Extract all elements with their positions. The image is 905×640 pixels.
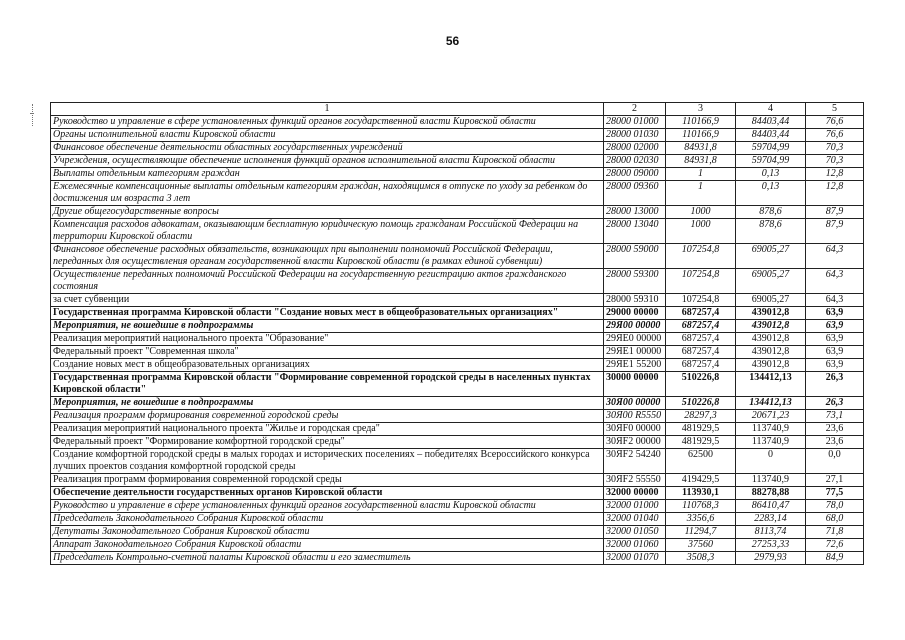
row-value-col3-cell: 62500 — [666, 449, 736, 474]
row-code-cell: 28000 13040 — [604, 219, 666, 244]
table-row — [51, 410, 864, 423]
row-value-col3-cell: 1000 — [666, 206, 736, 219]
row-name-cell: Государственная программа Кировской области "Формирование современной городской среды в населенных пунктах Кировской области" — [51, 372, 604, 397]
column-header-5: 5 — [806, 103, 864, 116]
row-value-col4-cell: 439012,8 — [736, 307, 806, 320]
row-name-cell: Учреждения, осуществляющие обеспечение исполнения функций органов исполнительной власти Кировской области — [51, 155, 604, 168]
row-name-cell: за счет субвенции — [51, 294, 604, 307]
row-value-col5-cell: 76,6 — [806, 129, 864, 142]
row-code-cell: 30Я00 R5550 — [604, 410, 666, 423]
row-value-col5-cell: 72,6 — [806, 539, 864, 552]
row-value-col4-cell: 88278,88 — [736, 487, 806, 500]
row-value-col5-cell: 77,5 — [806, 487, 864, 500]
row-name-cell: Создание новых мест в общеобразовательных организациях — [51, 359, 604, 372]
row-value-col5-cell: 64,3 — [806, 244, 864, 269]
row-value-col4-cell: 878,6 — [736, 219, 806, 244]
row-name-cell: Председатель Контрольно-счетной палаты Кировской области и его заместитель — [51, 552, 604, 565]
row-value-col4-cell: 134412,13 — [736, 372, 806, 397]
row-value-col4-cell: 0 — [736, 449, 806, 474]
table-row — [51, 474, 864, 487]
row-name-cell: Обеспечение деятельности государственных органов Кировской области — [51, 487, 604, 500]
row-code-cell: 30ЯF2 54240 — [604, 449, 666, 474]
row-value-col5-cell: 84,9 — [806, 552, 864, 565]
row-value-col5-cell: 87,9 — [806, 206, 864, 219]
row-value-col4-cell: 878,6 — [736, 206, 806, 219]
row-value-col3-cell: 1000 — [666, 219, 736, 244]
row-name-cell: Ежемесячные компенсационные выплаты отдельным категориям граждан, находящимся в отпуске по уходу за ребенком до достижения им возраста 3 лет — [51, 181, 604, 206]
row-value-col3-cell: 1 — [666, 181, 736, 206]
row-code-cell: 29ЯЕ1 55200 — [604, 359, 666, 372]
row-name-cell: Федеральный проект "Современная школа" — [51, 346, 604, 359]
row-name-cell: Руководство и управление в сфере установленных функций органов государственной власти Кировской области — [51, 116, 604, 129]
row-value-col4-cell: 69005,27 — [736, 244, 806, 269]
row-value-col5-cell: 73,1 — [806, 410, 864, 423]
table-row — [51, 513, 864, 526]
table-row — [51, 346, 864, 359]
row-value-col5-cell: 71,8 — [806, 526, 864, 539]
row-code-cell: 30ЯF0 00000 — [604, 423, 666, 436]
row-value-col3-cell: 419429,5 — [666, 474, 736, 487]
row-value-col4-cell: 439012,8 — [736, 346, 806, 359]
row-value-col4-cell: 84403,44 — [736, 116, 806, 129]
row-value-col5-cell: 87,9 — [806, 219, 864, 244]
row-name-cell: Реализация мероприятий национального проекта "Жилье и городская среда" — [51, 423, 604, 436]
column-header-1: 1 — [51, 103, 604, 116]
row-name-cell: Федеральный проект "Формирование комфортной городской среды" — [51, 436, 604, 449]
row-name-cell: Финансовое обеспечение деятельности областных государственных учреждений — [51, 142, 604, 155]
row-value-col3-cell: 1 — [666, 168, 736, 181]
table-row — [51, 129, 864, 142]
row-name-cell: Создание комфортной городской среды в малых городах и исторических поселениях – победителях Всероссийского конкурса лучших проектов создания комфортной городской среды — [51, 449, 604, 474]
row-code-cell: 32000 01060 — [604, 539, 666, 552]
row-value-col5-cell: 68,0 — [806, 513, 864, 526]
row-value-col5-cell: 26,3 — [806, 397, 864, 410]
row-value-col4-cell: 113740,9 — [736, 423, 806, 436]
row-value-col4-cell: 69005,27 — [736, 269, 806, 294]
table-row — [51, 307, 864, 320]
table-row — [51, 181, 864, 206]
row-value-col5-cell: 70,3 — [806, 142, 864, 155]
table-row — [51, 359, 864, 372]
row-name-cell: Аппарат Законодательного Собрания Кировской области — [51, 539, 604, 552]
row-name-cell: Реализация мероприятий национального проекта "Образование" — [51, 333, 604, 346]
row-value-col5-cell: 26,3 — [806, 372, 864, 397]
row-value-col4-cell: 59704,99 — [736, 142, 806, 155]
row-value-col3-cell: 28297,3 — [666, 410, 736, 423]
row-value-col3-cell: 110768,3 — [666, 500, 736, 513]
row-code-cell: 29ЯЕ0 00000 — [604, 333, 666, 346]
row-code-cell: 30ЯF2 00000 — [604, 436, 666, 449]
row-value-col4-cell: 2283,14 — [736, 513, 806, 526]
row-name-cell: Руководство и управление в сфере установленных функций органов государственной власти Кировской области — [51, 500, 604, 513]
row-value-col4-cell: 0,13 — [736, 168, 806, 181]
row-value-col4-cell: 84403,44 — [736, 129, 806, 142]
row-value-col3-cell: 107254,8 — [666, 269, 736, 294]
row-code-cell: 28000 01000 — [604, 116, 666, 129]
row-value-col5-cell: 64,3 — [806, 269, 864, 294]
row-name-cell: Мероприятия, не вошедшие в подпрограммы — [51, 397, 604, 410]
row-value-col5-cell: 23,6 — [806, 423, 864, 436]
row-value-col3-cell: 687257,4 — [666, 320, 736, 333]
row-value-col4-cell: 439012,8 — [736, 333, 806, 346]
table-row — [51, 539, 864, 552]
margin-mark — [32, 104, 39, 126]
row-name-cell: Выплаты отдельным категориям граждан — [51, 168, 604, 181]
table-row — [51, 219, 864, 244]
row-value-col3-cell: 481929,5 — [666, 436, 736, 449]
row-value-col3-cell: 481929,5 — [666, 423, 736, 436]
row-code-cell: 32000 01040 — [604, 513, 666, 526]
row-value-col3-cell: 84931,8 — [666, 142, 736, 155]
table-row — [51, 487, 864, 500]
row-name-cell: Государственная программа Кировской области "Создание новых мест в общеобразовательных организациях" — [51, 307, 604, 320]
row-code-cell: 30ЯF2 55550 — [604, 474, 666, 487]
row-name-cell: Мероприятия, не вошедшие в подпрограммы — [51, 320, 604, 333]
row-name-cell: Реализация программ формирования современной городской среды — [51, 410, 604, 423]
row-value-col4-cell: 134412,13 — [736, 397, 806, 410]
table-row — [51, 168, 864, 181]
row-code-cell: 32000 01070 — [604, 552, 666, 565]
row-value-col5-cell: 78,0 — [806, 500, 864, 513]
column-header-4: 4 — [736, 103, 806, 116]
table-header-row — [51, 103, 864, 116]
row-value-col4-cell: 86410,47 — [736, 500, 806, 513]
table-row — [51, 320, 864, 333]
table-row — [51, 155, 864, 168]
row-value-col4-cell: 59704,99 — [736, 155, 806, 168]
row-value-col4-cell: 8113,74 — [736, 526, 806, 539]
row-code-cell: 28000 02000 — [604, 142, 666, 155]
row-code-cell: 32000 01050 — [604, 526, 666, 539]
row-value-col3-cell: 3508,3 — [666, 552, 736, 565]
row-value-col3-cell: 37560 — [666, 539, 736, 552]
row-value-col3-cell: 107254,8 — [666, 294, 736, 307]
table-row — [51, 294, 864, 307]
row-value-col4-cell: 69005,27 — [736, 294, 806, 307]
row-value-col5-cell: 27,1 — [806, 474, 864, 487]
row-value-col3-cell: 687257,4 — [666, 359, 736, 372]
row-code-cell: 28000 02030 — [604, 155, 666, 168]
row-value-col5-cell: 12,8 — [806, 168, 864, 181]
row-value-col4-cell: 2979,93 — [736, 552, 806, 565]
row-name-cell: Другие общегосударственные вопросы — [51, 206, 604, 219]
row-code-cell: 32000 01000 — [604, 500, 666, 513]
row-value-col3-cell: 84931,8 — [666, 155, 736, 168]
row-value-col3-cell: 687257,4 — [666, 333, 736, 346]
row-value-col4-cell: 113740,9 — [736, 474, 806, 487]
row-value-col5-cell: 0,0 — [806, 449, 864, 474]
row-name-cell: Финансовое обеспечение расходных обязательств, возникающих при выполнении полномочий Российской Федерации, переданных для осуществления органам государственной власти Кировской области (в рамках единой субвенции) — [51, 244, 604, 269]
row-value-col5-cell: 76,6 — [806, 116, 864, 129]
row-value-col5-cell: 63,9 — [806, 333, 864, 346]
row-value-col5-cell: 64,3 — [806, 294, 864, 307]
table-row — [51, 397, 864, 410]
column-header-3: 3 — [666, 103, 736, 116]
page-number: 56 — [445, 34, 460, 48]
row-code-cell: 28000 09360 — [604, 181, 666, 206]
row-value-col4-cell: 20671,23 — [736, 410, 806, 423]
row-value-col4-cell: 439012,8 — [736, 359, 806, 372]
row-value-col5-cell: 63,9 — [806, 346, 864, 359]
table-row — [51, 206, 864, 219]
row-code-cell: 29Я00 00000 — [604, 320, 666, 333]
row-name-cell: Реализация программ формирования современной городской среды — [51, 474, 604, 487]
row-value-col3-cell: 110166,9 — [666, 129, 736, 142]
row-value-col4-cell: 113740,9 — [736, 436, 806, 449]
table-row — [51, 436, 864, 449]
row-value-col3-cell: 510226,8 — [666, 397, 736, 410]
row-name-cell: Компенсация расходов адвокатам, оказывающим бесплатную юридическую помощь гражданам Российской Федерации на территории Кировской области — [51, 219, 604, 244]
row-value-col3-cell: 107254,8 — [666, 244, 736, 269]
row-code-cell: 30Я00 00000 — [604, 397, 666, 410]
row-value-col3-cell: 110166,9 — [666, 116, 736, 129]
row-value-col4-cell: 27253,33 — [736, 539, 806, 552]
table-row — [51, 244, 864, 269]
column-header-2: 2 — [604, 103, 666, 116]
budget-table — [50, 102, 864, 565]
row-value-col5-cell: 63,9 — [806, 359, 864, 372]
table-row — [51, 423, 864, 436]
row-code-cell: 28000 59300 — [604, 269, 666, 294]
row-name-cell: Органы исполнительной власти Кировской области — [51, 129, 604, 142]
row-name-cell: Осуществление переданных полномочий Российской Федерации на государственную регистрацию актов гражданского состояния — [51, 269, 604, 294]
table-row — [51, 269, 864, 294]
row-code-cell: 28000 09000 — [604, 168, 666, 181]
row-value-col3-cell: 113930,1 — [666, 487, 736, 500]
row-value-col5-cell: 23,6 — [806, 436, 864, 449]
row-value-col3-cell: 510226,8 — [666, 372, 736, 397]
row-name-cell: Депутаты Законодательного Собрания Кировской области — [51, 526, 604, 539]
row-code-cell: 28000 13000 — [604, 206, 666, 219]
row-name-cell: Председатель Законодательного Собрания Кировской области — [51, 513, 604, 526]
row-value-col3-cell: 11294,7 — [666, 526, 736, 539]
row-value-col3-cell: 687257,4 — [666, 346, 736, 359]
row-value-col5-cell: 63,9 — [806, 320, 864, 333]
table-row — [51, 372, 864, 397]
row-code-cell: 30000 00000 — [604, 372, 666, 397]
row-value-col3-cell: 687257,4 — [666, 307, 736, 320]
row-value-col5-cell: 12,8 — [806, 181, 864, 206]
row-value-col4-cell: 439012,8 — [736, 320, 806, 333]
row-value-col5-cell: 70,3 — [806, 155, 864, 168]
table-row — [51, 116, 864, 129]
table-row — [51, 526, 864, 539]
row-code-cell: 29ЯЕ1 00000 — [604, 346, 666, 359]
table-row — [51, 552, 864, 565]
row-value-col3-cell: 3356,6 — [666, 513, 736, 526]
table-row — [51, 449, 864, 474]
row-value-col5-cell: 63,9 — [806, 307, 864, 320]
row-value-col4-cell: 0,13 — [736, 181, 806, 206]
table-row — [51, 500, 864, 513]
row-code-cell: 28000 59310 — [604, 294, 666, 307]
row-code-cell: 28000 59000 — [604, 244, 666, 269]
table-row — [51, 333, 864, 346]
table-row — [51, 142, 864, 155]
row-code-cell: 32000 00000 — [604, 487, 666, 500]
row-code-cell: 28000 01030 — [604, 129, 666, 142]
row-code-cell: 29000 00000 — [604, 307, 666, 320]
